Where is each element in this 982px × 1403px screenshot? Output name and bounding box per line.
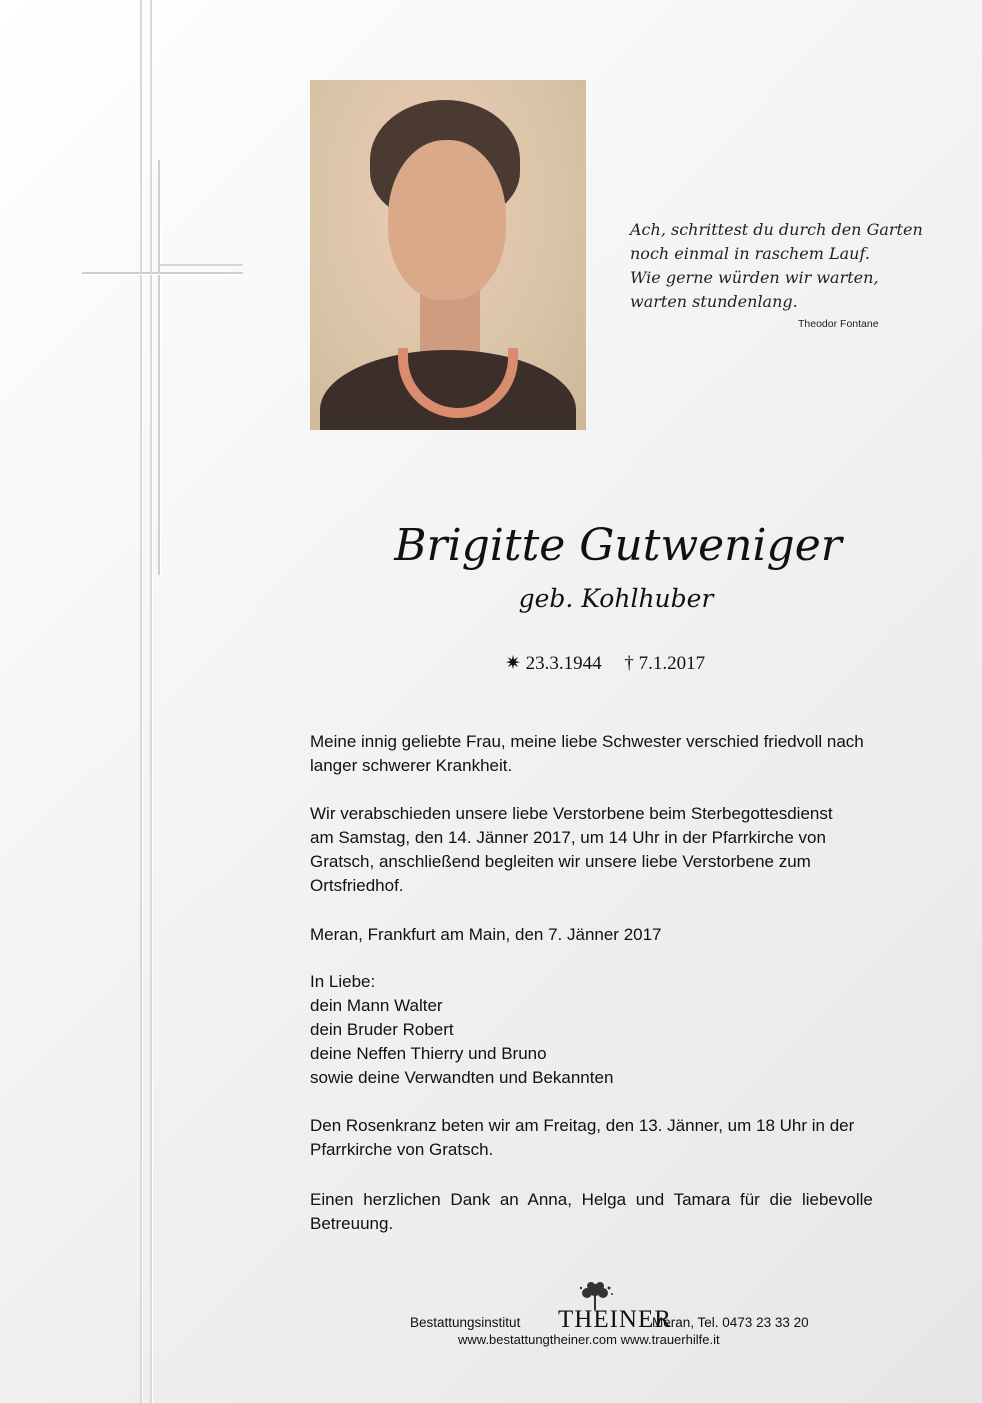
cross-icon-bar-shadow: [160, 264, 243, 266]
funeral-home-logo: THEINER: [558, 1306, 672, 1333]
poem-line: warten stundenlang.: [630, 292, 798, 311]
footer-websites: www.bestattungtheiner.com www.trauerhilfe.it: [458, 1332, 720, 1347]
decorative-line: [140, 0, 142, 1403]
birth-date: ✷ 23.3.1944: [505, 653, 602, 674]
footer-contact: Meran, Tel. 0473 23 33 20: [652, 1315, 809, 1330]
cross-icon: [158, 160, 160, 575]
poem-line: Ach, schrittest du durch den Garten: [630, 220, 923, 239]
paragraph-funeral-service: Wir verabschieden unsere liebe Verstorbene beim Sterbegottesdienst am Samstag, den 14. Jänner 2017, um 14 Uhr in der Pfarrkirche von Gratsch, anschließend begleiten wir unsere liebe Verstorbene zum Ortsfriedhof.: [310, 804, 833, 895]
cross-icon-bar: [82, 272, 243, 274]
paragraph-mourners: In Liebe: dein Mann Walter dein Bruder Robert deine Neffen Thierry und Bruno sowie deine Verwandten und Bekannten: [310, 972, 614, 1087]
paragraph-announcement: Meine innig geliebte Frau, meine liebe Schwester verschied friedvoll nach langer schwerer Krankheit.: [310, 732, 864, 775]
death-date: † 7.1.2017: [624, 653, 706, 674]
paragraph-thanks: Einen herzlichen Dank an Anna, Helga und Tamara für die liebevolle Betreuung.: [310, 1190, 873, 1233]
poem: [630, 218, 923, 314]
paragraph-place-date: Meran, Frankfurt am Main, den 7. Jänner 2017: [310, 925, 662, 944]
birth-name: geb. Kohlhuber: [518, 584, 714, 613]
paragraph-rosary: Den Rosenkranz beten wir am Freitag, den 13. Jänner, um 18 Uhr in der Pfarrkirche von Gratsch.: [310, 1116, 855, 1159]
poem-line: Wie gerne würden wir warten,: [630, 268, 879, 287]
decorative-line: [150, 0, 152, 1403]
footer-label: Bestattungsinstitut: [410, 1315, 521, 1330]
life-dates: [505, 652, 723, 675]
poem-author: Theodor Fontane: [798, 318, 879, 330]
deceased-name: Brigitte Gutweniger: [394, 520, 842, 571]
portrait-photo: [310, 80, 586, 430]
poem-line: noch einmal in raschem Lauf.: [630, 244, 870, 263]
